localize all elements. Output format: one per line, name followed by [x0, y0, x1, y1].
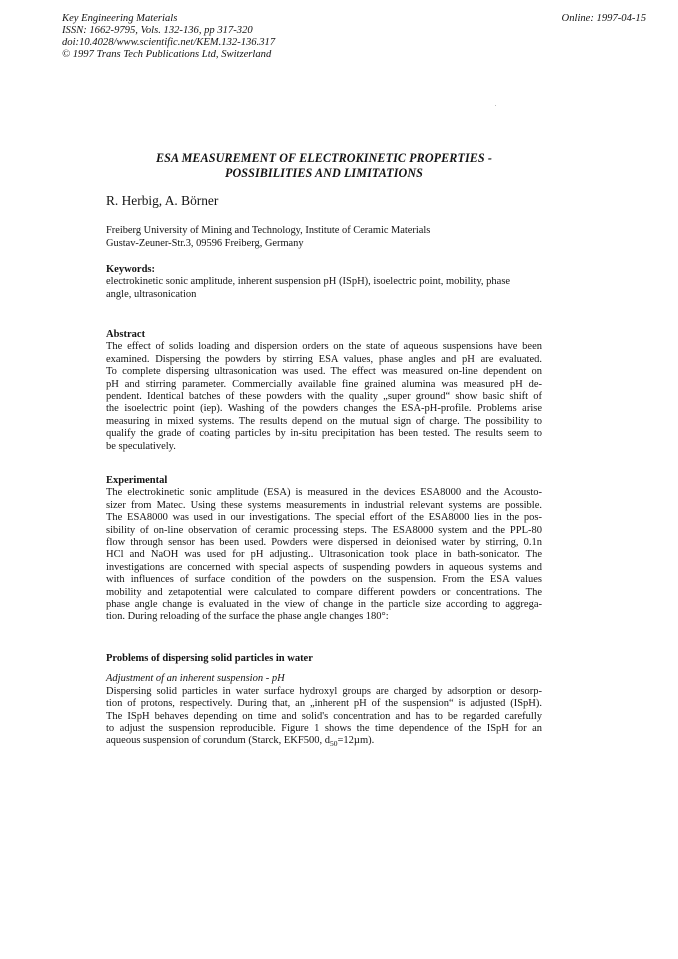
abstract-line: The effect of solids loading and dispersion orders on the state of aqueous suspensions have been: [106, 341, 542, 353]
abstract-line: the isoelectric point (iep). Washing of the powders changes the ESA-pH-profile. Problems arise: [106, 403, 542, 415]
abstract-line: be speculatively.: [106, 440, 176, 452]
problems-line: Dispersing solid particles in water surface hydroxyl groups are charged by adsorption or desorp-: [106, 685, 542, 697]
abstract-line: examined. Dispersing the powders by stirring ESA values, phase angles and pH are evaluated.: [106, 353, 542, 365]
online-date: Online: 1997-04-15: [561, 13, 646, 24]
abstract-line: To complete dispersing ultrasonication was used. The effect was measured on-line dependent on: [106, 366, 542, 378]
keywords-section: [106, 264, 542, 301]
abstract-line: measuring in mixed systems. The results depend on the mutual sign of charge. The possibility to: [106, 415, 542, 427]
journal-header: [62, 13, 622, 61]
affiliation: [106, 225, 542, 250]
affiliation-line-1: Freiberg University of Mining and Technology, Institute of Ceramic Materials: [106, 225, 431, 236]
abstract-line: qualify the grade of coating particles by in-situ precipitation has been tested. The results seem to: [106, 428, 542, 440]
problems-line: The ISpH behaves depending on time and solid's concentration and has to be regarded carefully: [106, 710, 542, 722]
d50-subscript: 50: [329, 739, 338, 749]
problems-last-line-text: aqueous suspension of corundum (Starck, EKF500, d: [106, 735, 330, 747]
experimental-section: [106, 475, 542, 624]
experimental-line: HCl and NaOH was used for pH adjusting.. Ultrasonication took place in bath-sonicator. The: [106, 549, 542, 561]
experimental-line: phase angle change is evaluated in the view of change in the particle size according to aggrega-: [106, 599, 542, 611]
copyright-line: © 1997 Trans Tech Publications Ltd, Switzerland: [62, 49, 272, 60]
problems-last-line-end: =12µm).: [337, 735, 375, 747]
problems-line: to adjust the suspension reproducible. Figure 1 shows the time dependence of the ISpH for an: [106, 723, 542, 735]
experimental-heading: Experimental: [106, 475, 168, 486]
experimental-line: mobility and zetapotential were calculated to compare different powders or concentrations. The: [106, 586, 542, 598]
experimental-line: sibility of on-line observation of ceramic processing steps. The ESA8000 system and the PPL-80: [106, 524, 542, 536]
doi-line: doi:10.4028/www.scientific.net/KEM.132-136.317: [62, 37, 276, 48]
title-line-2: POSSIBILITIES AND LIMITATIONS: [224, 166, 424, 180]
problems-section: [106, 653, 542, 751]
experimental-line: tion. During reloading of the surface the phase angle changes 180°:: [106, 611, 389, 623]
abstract-heading: Abstract: [106, 329, 146, 340]
abstract-line: pH and stirring parameter. Commercially available fine grained alumina was measured pH de-: [106, 378, 542, 390]
problems-subheading: Adjustment of an inherent suspension - pH: [106, 673, 285, 685]
scan-speck: [495, 105, 496, 106]
abstract-line: pendent. Identical batches of these powders with the quality „super ground“ show basic shift of: [106, 391, 542, 403]
problems-line: tion of protons, respectively. During that, an „inherent pH of the suspension“ is adjusted (ISpH).: [106, 698, 542, 710]
journal-name: Key Engineering Materials: [62, 13, 178, 24]
issn-line: ISSN: 1662-9795, Vols. 132-136, pp 317-320: [62, 25, 253, 36]
title-line-1: ESA MEASUREMENT OF ELECTROKINETIC PROPERTIES -: [155, 151, 493, 165]
experimental-line: with influences of surface condition of the powders on the suspension. From the ESA values: [106, 574, 542, 586]
problems-last-line: [106, 735, 542, 751]
affiliation-line-2: Gustav-Zeuner-Str.3, 09596 Freiberg, Germany: [106, 237, 304, 249]
experimental-line: investigations are concerned with special aspects of suspending powders in aqueous systems and: [106, 561, 542, 573]
problems-heading: Problems of dispersing solid particles in water: [106, 653, 313, 664]
experimental-line: The ESA8000 was used in our investigations. The special effort of the ESA8000 lies in the pos-: [106, 512, 542, 524]
abstract-section: [106, 329, 542, 453]
experimental-line: sizer from Matec. Using these systems measurements in industrial relevant systems are possible.: [106, 499, 542, 511]
keywords-heading: Keywords:: [106, 264, 155, 275]
experimental-line: The electrokinetic sonic amplitude (ESA) is measured in the devices ESA8000 and the Acousto-: [106, 487, 542, 499]
paper-title: [106, 151, 542, 181]
experimental-line: flow through sensor has been used. Powders were dispersed in deionised water by stirring, 0.1n: [106, 537, 542, 549]
keywords-line-1: electrokinetic sonic amplitude, inherent suspension pH (ISpH), isoelectric point, mobility, phase: [106, 276, 511, 288]
authors: R. Herbig, A. Börner: [106, 193, 219, 208]
keywords-line-2: angle, ultrasonication: [106, 288, 197, 300]
